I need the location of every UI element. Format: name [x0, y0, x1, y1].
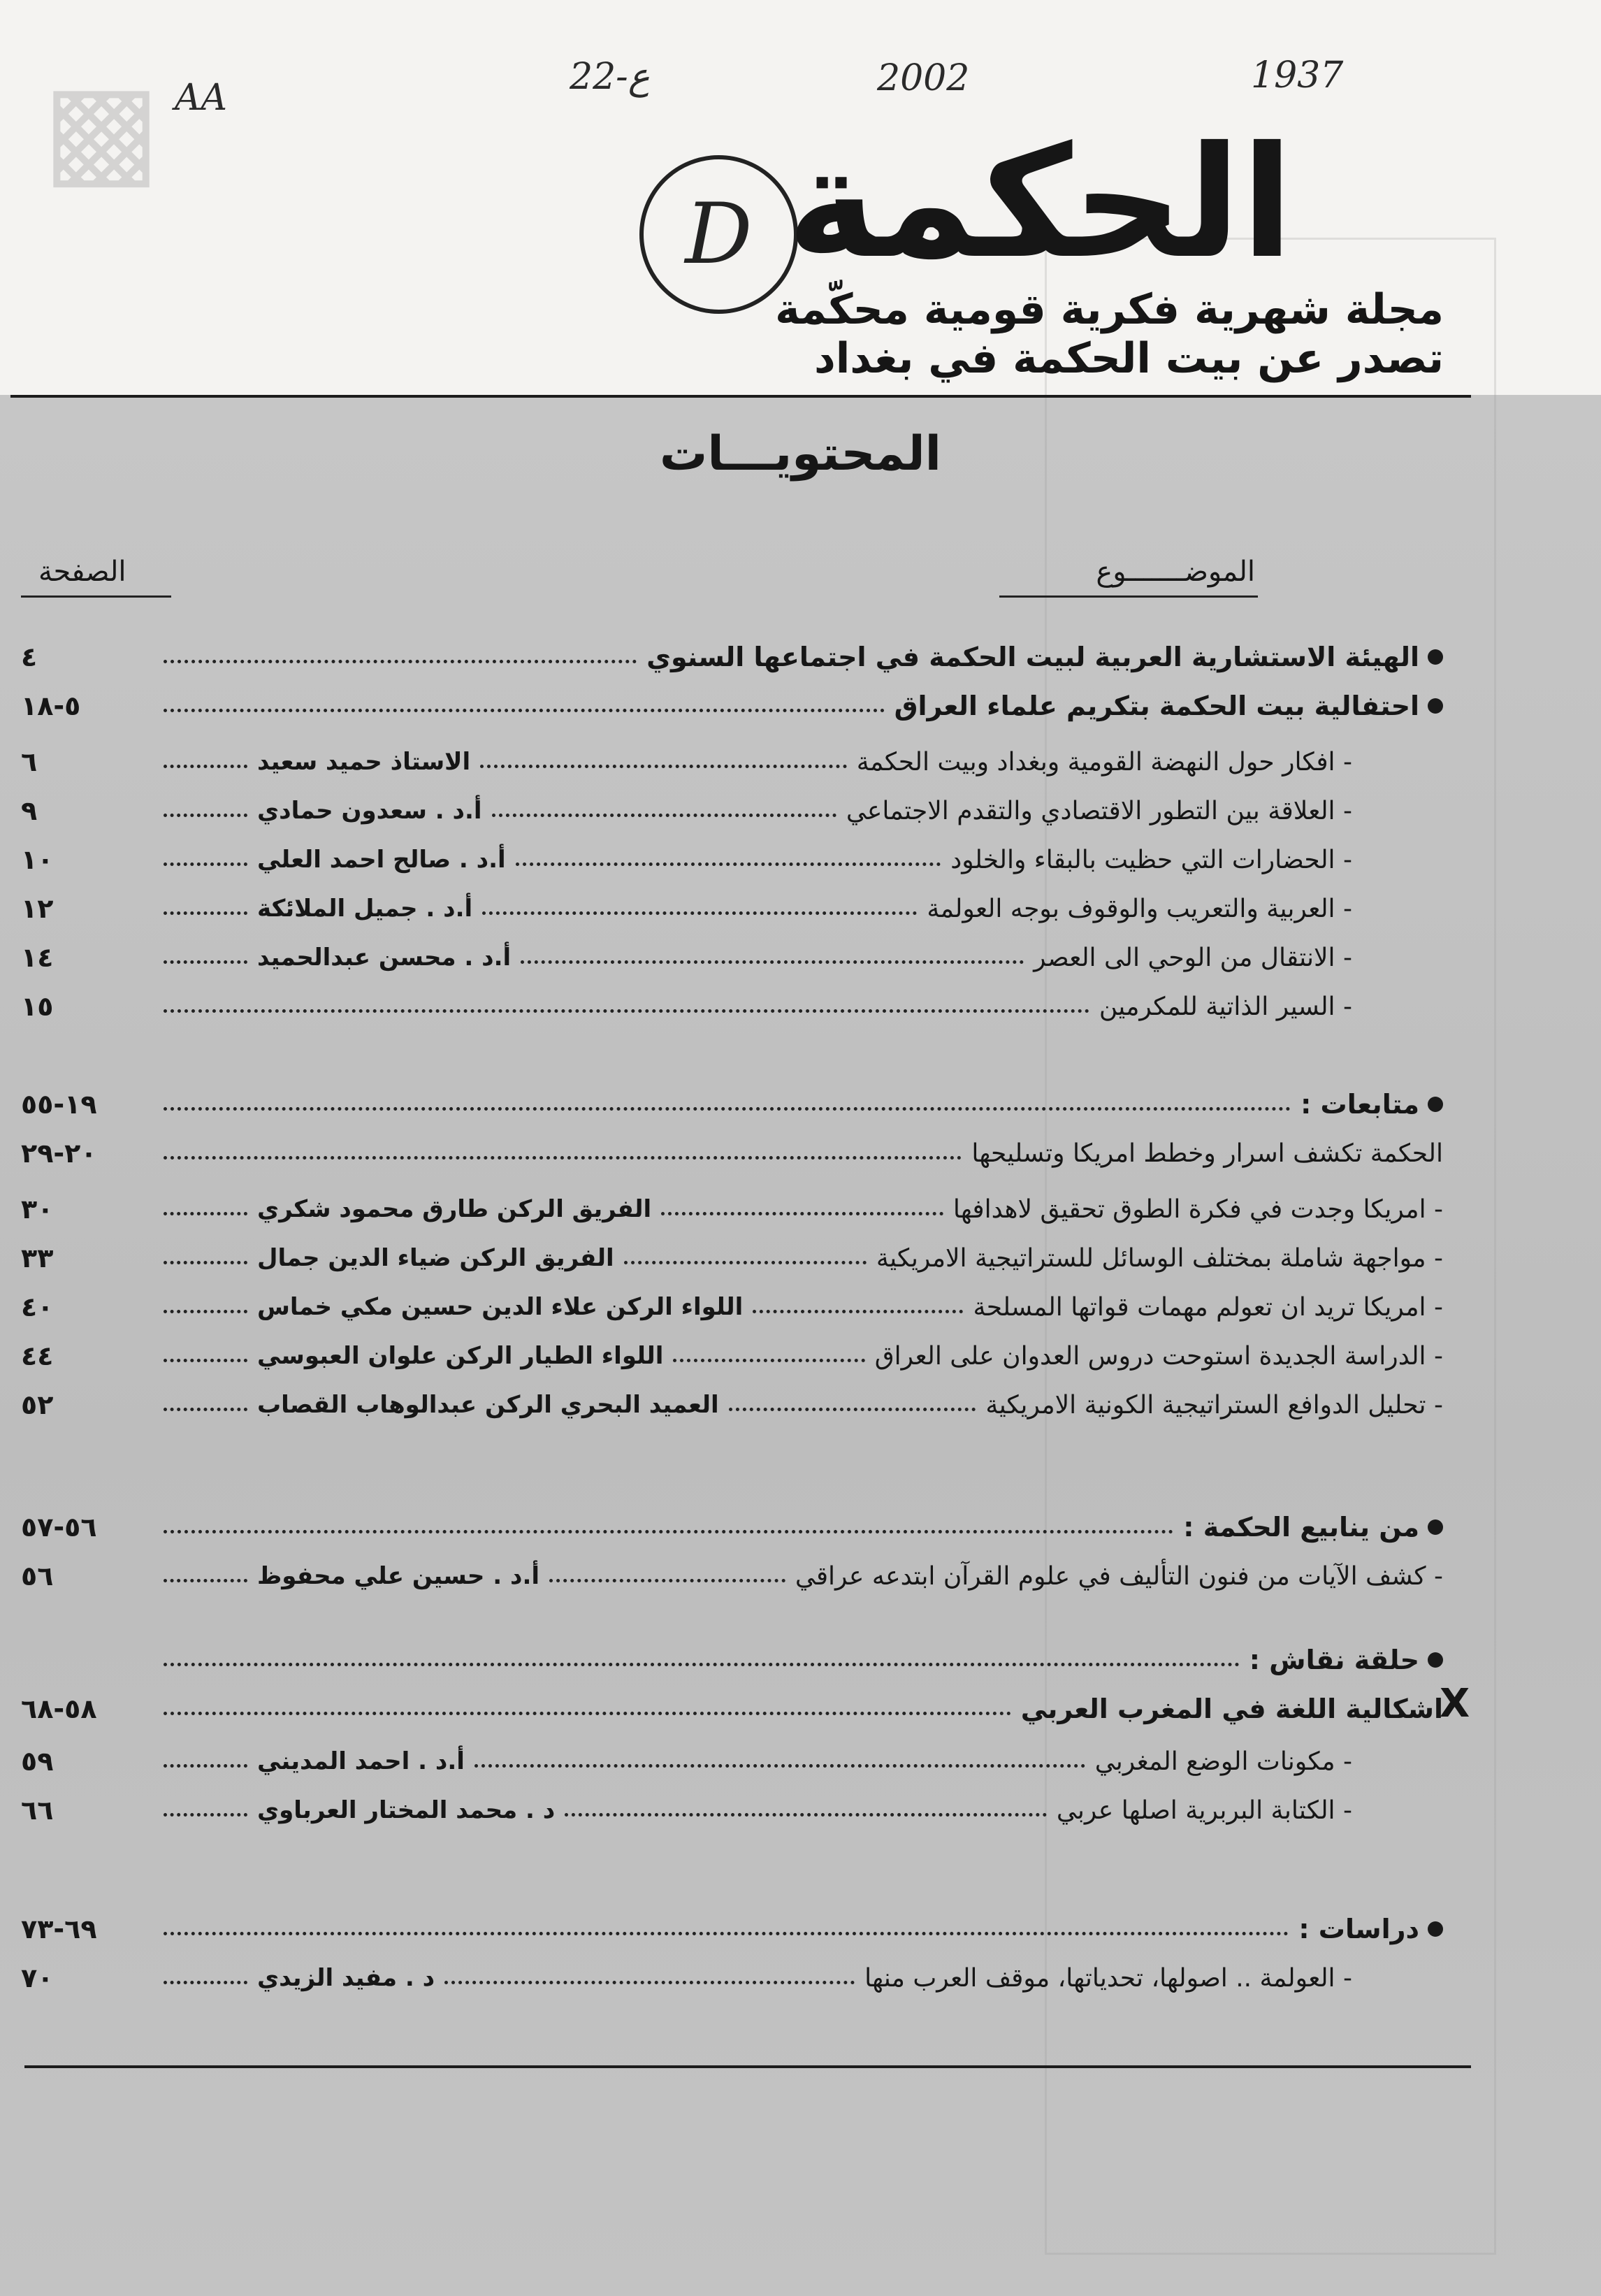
- toc-author: أ.د . احمد المديني: [257, 1747, 465, 1775]
- toc-author: الفريق الركن ضياء الدين جمال: [257, 1244, 614, 1272]
- leader-dots: [164, 1932, 1289, 1935]
- leader-dots: [164, 862, 247, 866]
- toc-author: أ.د . جميل الملائكة: [257, 895, 473, 923]
- toc-page: ٦: [21, 746, 38, 777]
- toc-author: أ.د . محسن عبدالحميد: [257, 944, 512, 972]
- leader-dots: [164, 765, 247, 768]
- handwritten-year: 2002: [877, 57, 970, 99]
- toc-page: ٤٠: [21, 1292, 54, 1322]
- toc-row: [21, 933, 1443, 982]
- toc-row: [21, 835, 1443, 884]
- leader-dots: [492, 814, 836, 817]
- toc-title: - السير الذاتية للمكرمين: [1099, 992, 1352, 1021]
- header-divider: [10, 395, 1471, 398]
- bullet-icon: [1428, 1652, 1443, 1668]
- toc-row: [21, 1503, 1443, 1552]
- toc-title: - امريكا تريد ان تعولم مهمات قواتها المسلحة: [973, 1292, 1443, 1322]
- toc-page: ٦٦: [21, 1795, 54, 1826]
- page-column-rule: [21, 595, 171, 598]
- journal-publisher-line: تصدر عن بيت الحكمة في بغداد: [813, 334, 1444, 383]
- toc-page: ١٩-٥٥: [21, 1089, 97, 1120]
- toc-title: متابعات :: [1301, 1089, 1419, 1120]
- toc-row: [21, 1283, 1443, 1331]
- toc-row: [21, 982, 1443, 1031]
- toc-row: [21, 1234, 1443, 1283]
- toc-page: ٤: [21, 642, 38, 672]
- toc-page: ١٢: [21, 893, 54, 924]
- leader-dots: [164, 660, 637, 663]
- bullet-icon: [1428, 698, 1443, 714]
- toc-row: [21, 1380, 1443, 1429]
- leader-dots: [164, 911, 247, 915]
- toc-title: من ينابيع الحكمة :: [1183, 1512, 1419, 1543]
- toc-page: ٥٨-٦٨: [21, 1694, 97, 1724]
- toc-row: [21, 1080, 1443, 1129]
- leader-dots: [164, 1663, 1240, 1666]
- leader-dots: [164, 1813, 247, 1817]
- topic-column-rule: [999, 595, 1258, 598]
- toc-title: - الدراسة الجديدة استوحت دروس العدوان على العراق: [874, 1341, 1443, 1371]
- toc-title: - كشف الآيات من فنون التأليف في علوم القرآن ابتدعه عراقي: [795, 1561, 1443, 1591]
- toc-author: أ.د . حسين علي محفوظ: [257, 1562, 540, 1590]
- toc-title: حلقة نقاش :: [1249, 1645, 1419, 1675]
- leader-dots: [474, 1764, 1085, 1768]
- toc-row: [21, 1905, 1443, 1954]
- toc-page: ٣٣: [21, 1243, 54, 1273]
- leader-dots: [516, 862, 941, 866]
- toc-title: الحكمة تكشف اسرار وخطط امريكا وتسليحها: [971, 1139, 1443, 1168]
- leader-dots: [673, 1359, 864, 1362]
- toc-page: ٧٠: [21, 1963, 54, 1993]
- leader-dots: [753, 1310, 963, 1313]
- toc-title: - العولمة .. اصولها، تحدياتها، موقف العرب منها: [864, 1963, 1352, 1993]
- toc-title: اشكالية اللغة في المغرب العربي: [1020, 1694, 1443, 1724]
- toc-page: ٤٤: [21, 1341, 54, 1371]
- toc-author: د . مفيد الزيدي: [257, 1964, 435, 1992]
- leader-dots: [729, 1408, 976, 1411]
- leader-dots: [164, 1764, 247, 1768]
- leader-dots: [565, 1813, 1047, 1817]
- toc-author: د . محمد المختار العرباوي: [257, 1796, 556, 1824]
- leader-dots: [164, 1310, 247, 1313]
- toc-page: ٣٠: [21, 1194, 54, 1225]
- toc-author: اللواء الركن علاء الدين حسين مكي خماس: [257, 1293, 744, 1321]
- toc-page: ٥٢: [21, 1389, 54, 1420]
- toc-title: - العربية والتعريب والوقوف بوجه العولمة: [927, 894, 1352, 923]
- toc-row: [21, 1552, 1443, 1601]
- toc-page: ٥٩: [21, 1746, 54, 1777]
- toc-title: - مكونات الوضع المغربي: [1094, 1747, 1352, 1776]
- toc-page: ١٥: [21, 991, 54, 1022]
- leader-dots: [164, 814, 247, 817]
- toc-row: [21, 1331, 1443, 1380]
- contents-heading: المحتويـــات: [660, 426, 941, 482]
- journal-title: الحكمة: [786, 113, 1294, 292]
- toc-title: - افكار حول النهضة القومية وبغداد وبيت الحكمة: [856, 747, 1352, 777]
- leader-dots: [521, 960, 1024, 964]
- toc-author: اللواء الطيار الركن علوان العبوسي: [257, 1342, 664, 1370]
- toc-page: ٥٦: [21, 1561, 54, 1591]
- toc-row: [21, 1129, 1443, 1178]
- toc-page: ١٤: [21, 942, 54, 973]
- toc-row: [21, 1786, 1443, 1835]
- leader-dots: [164, 1530, 1173, 1533]
- toc-row: [21, 737, 1443, 786]
- toc-row: [21, 786, 1443, 835]
- toc-author: العميد البحري الركن عبدالوهاب القصاب: [257, 1391, 719, 1419]
- bullet-icon: [1428, 1519, 1443, 1535]
- leader-dots: [164, 1712, 1011, 1715]
- handwritten-day: 22-ع: [570, 56, 650, 98]
- leader-dots: [624, 1261, 867, 1264]
- toc-row: [21, 884, 1443, 933]
- bullet-icon: [1428, 649, 1443, 665]
- toc-author: الاستاذ حميد سعيد: [257, 748, 471, 776]
- leader-dots: [164, 1107, 1291, 1111]
- toc-page: ٥-١٨: [21, 691, 81, 721]
- toc-title: الهيئة الاستشارية العربية لبيت الحكمة في اجتماعها السنوي: [646, 642, 1419, 672]
- toc-title: - مواجهة شاملة بمختلف الوسائل للستراتيجية الامريكية: [876, 1243, 1443, 1273]
- handwritten-code: AA: [175, 77, 228, 119]
- bleed-through-mark: ▩: [42, 56, 161, 202]
- leader-dots: [164, 1408, 247, 1411]
- leader-dots: [164, 1579, 247, 1582]
- journal-subtitle: مجلة شهرية فكرية قومية محكّمة: [775, 285, 1444, 334]
- leader-dots: [164, 960, 247, 964]
- toc-page: ١٠: [21, 844, 54, 875]
- toc-page: ٢٠-٢٩: [21, 1138, 97, 1169]
- toc-title: احتفالية بيت الحكمة بتكريم علماء العراق: [894, 691, 1419, 721]
- toc-title: - الانتقال من الوحي الى العصر: [1034, 943, 1352, 972]
- leader-dots: [444, 1981, 855, 1984]
- margin-x-mark: X: [1440, 1681, 1470, 1726]
- toc-title: - الكتابة البربرية اصلها عربي: [1056, 1796, 1352, 1825]
- leader-dots: [164, 1156, 962, 1160]
- bullet-icon: [1428, 1097, 1443, 1112]
- leader-dots: [482, 911, 917, 915]
- toc-author: أ.د . صالح احمد العلي: [257, 846, 506, 874]
- handwritten-number: 1937: [1251, 55, 1344, 96]
- circled-letter-stamp: D: [639, 155, 798, 314]
- toc-title: دراسات :: [1298, 1914, 1419, 1944]
- toc-title: - الحضارات التي حظيت بالبقاء والخلود: [950, 845, 1352, 874]
- toc-row: [21, 1684, 1443, 1733]
- leader-dots: [164, 1212, 247, 1215]
- leader-dots: [164, 709, 885, 712]
- toc-title: - تحليل الدوافع الستراتيجية الكونية الامريكية: [985, 1390, 1443, 1420]
- toc-row: [21, 633, 1443, 681]
- toc-author: أ.د . سعدون حمادي: [257, 797, 482, 825]
- leader-dots: [661, 1212, 943, 1215]
- toc-page: ٥٦-٥٧: [21, 1512, 97, 1543]
- toc-title: - العلاقة بين التطور الاقتصادي والتقدم الاجتماعي: [846, 796, 1352, 825]
- toc-row: [21, 1954, 1443, 2002]
- toc-page: ٦٩-٧٣: [21, 1914, 97, 1944]
- leader-dots: [164, 1009, 1089, 1013]
- contents-heading-wrap: [0, 426, 1601, 482]
- page-column-label: الصفحة: [38, 556, 126, 588]
- leader-dots: [164, 1261, 247, 1264]
- toc-row: [21, 1185, 1443, 1234]
- leader-dots: [549, 1579, 785, 1582]
- leader-dots: [480, 765, 847, 768]
- toc-row: [21, 681, 1443, 730]
- footer-divider: [24, 2065, 1471, 2068]
- toc-author: الفريق الركن طارق محمود شكري: [257, 1195, 652, 1223]
- toc-row: [21, 1636, 1443, 1684]
- leader-dots: [164, 1359, 247, 1362]
- toc-page: ٩: [21, 795, 38, 826]
- toc-row: [21, 1737, 1443, 1786]
- bullet-icon: [1428, 1921, 1443, 1937]
- leader-dots: [164, 1981, 247, 1984]
- topic-column-label: الموضـــــــوع: [1096, 556, 1255, 588]
- toc-title: - امريكا وجدت في فكرة الطوق تحقيق لاهدافها: [952, 1194, 1443, 1224]
